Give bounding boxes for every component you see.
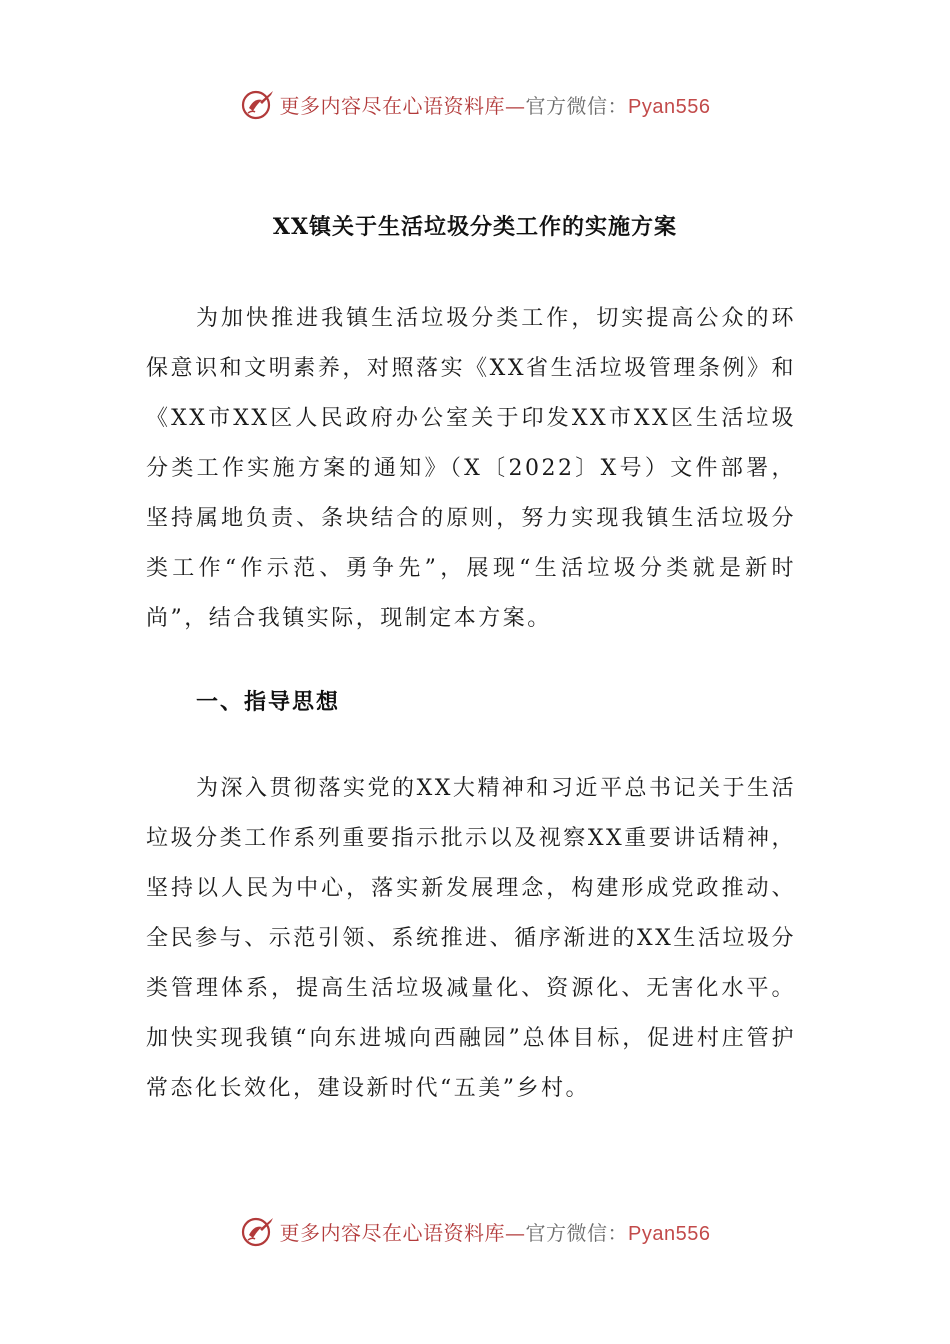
banner-wechat-id: Pyan556 (628, 1222, 711, 1245)
banner-label: 官方微信： (525, 93, 629, 118)
section-paragraph: 为深入贯彻落实党的XX大精神和习近平总书记关于生活垃圾分类工作系列重要指示批示以及视察XX重要讲话精神，坚持以人民为中心，落实新发展理念，构建形成党政推动、全民参与、示范引领、系统推进、循序渐进的XX生活垃圾分类管理体系，提高生活垃圾减量化、资源化、无害化水平。加快实现我镇“向东进城向西融园”总体目标，促进村庄管护常态化长效化，建设新时代“五美”乡村。 (146, 776, 796, 1101)
pen-logo-icon (240, 1213, 276, 1249)
banner-dash: — (505, 1220, 526, 1245)
section-heading-guiding-ideology: 一、指导思想 (196, 689, 341, 715)
pen-logo-icon (240, 86, 276, 122)
banner-dash: — (505, 93, 526, 118)
banner-label: 官方微信： (525, 1220, 629, 1245)
footer-banner (0, 1209, 950, 1253)
banner-main-text: 更多内容尽在心语资料库 (279, 93, 506, 118)
banner-wechat-id: Pyan556 (628, 95, 711, 118)
header-banner (0, 82, 950, 126)
banner-main-text: 更多内容尽在心语资料库 (279, 1220, 506, 1245)
intro-paragraph: 为加快推进我镇生活垃圾分类工作，切实提高公众的环保意识和文明素养，对照落实《XX省生活垃圾管理条例》和《XX市XX区人民政府办公室关于印发XX市XX区生活垃圾分类工作实施方案的通知》（X〔2022〕X号）文件部署，坚持属地负责、条块结合的原则，努力实现我镇生活垃圾分类工作“作示范、勇争先”，展现“生活垃圾分类就是新时尚”，结合我镇实际，现制定本方案。 (146, 306, 796, 631)
page-title: XX镇关于生活垃圾分类工作的实施方案 (272, 214, 678, 240)
